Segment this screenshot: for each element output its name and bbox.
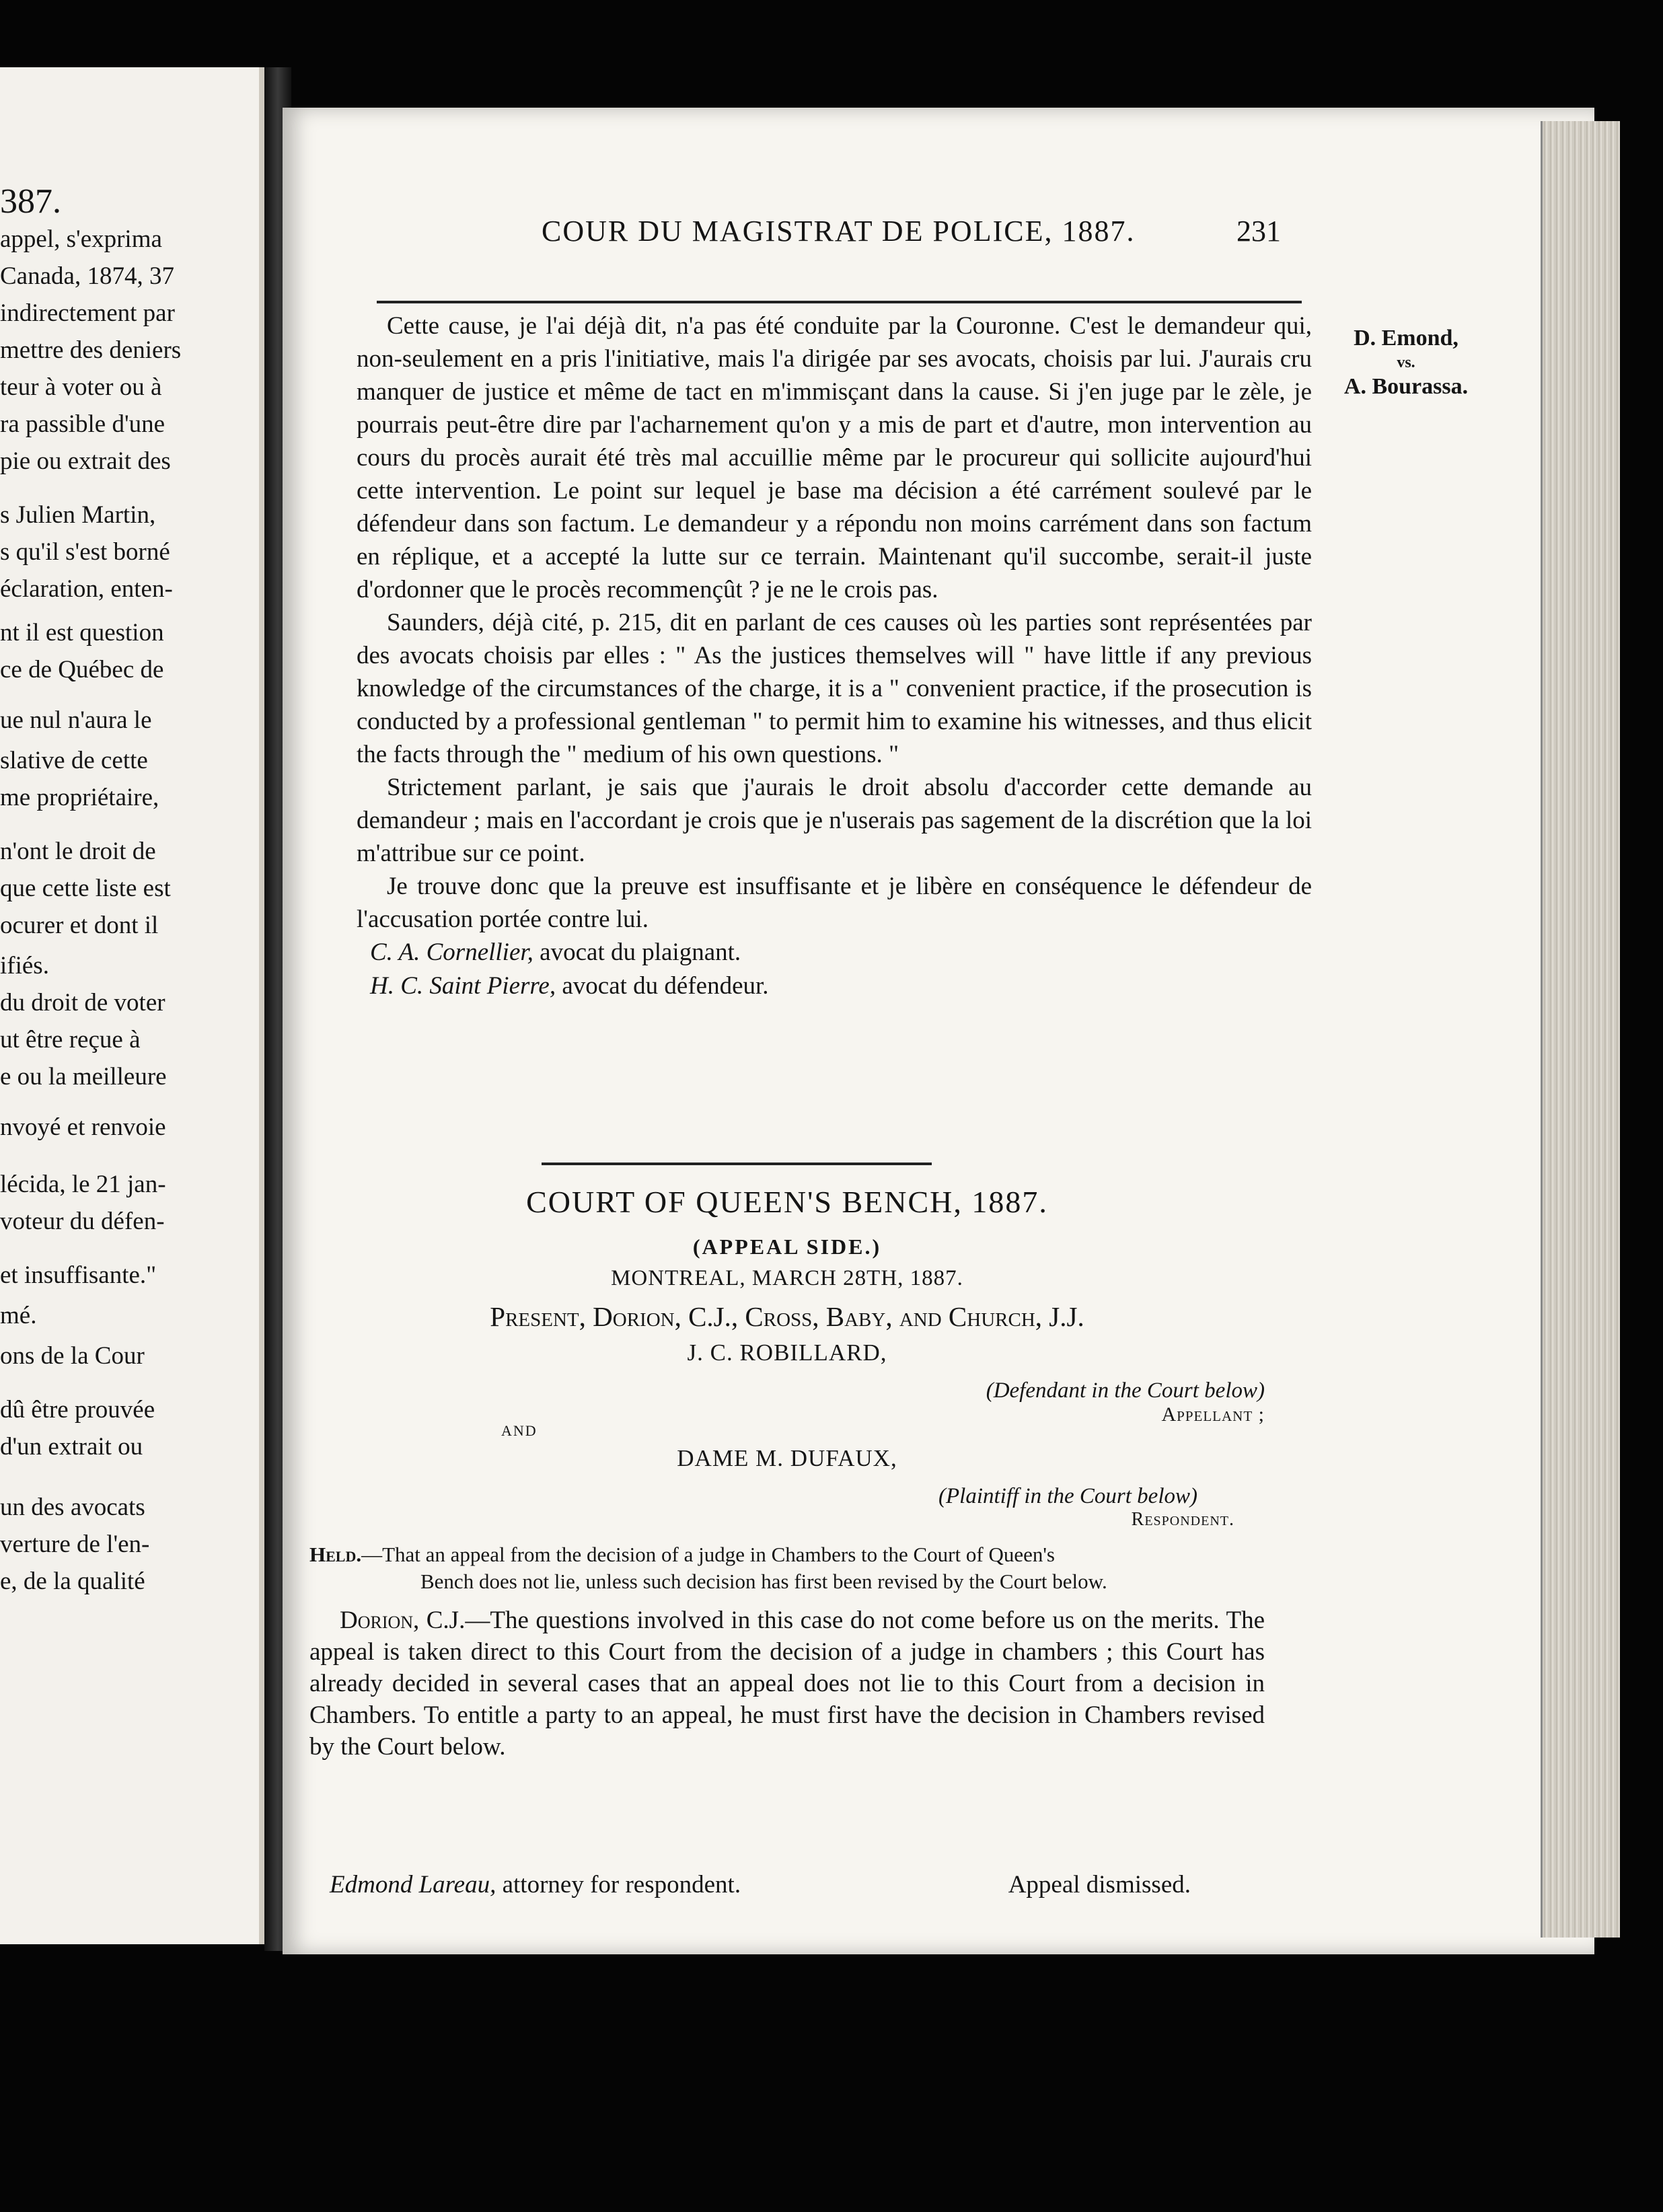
headnote <box>309 1541 1265 1595</box>
counsel-plaintiff-name: C. A. Cornellier, <box>370 938 533 966</box>
left-page-line: un des avocats <box>0 1494 145 1521</box>
judgment-label: Dorion, C.J. <box>340 1607 466 1634</box>
margin-vs: vs. <box>1397 354 1415 371</box>
margin-party-2: A. Bourassa. <box>1343 374 1469 399</box>
case-footer <box>330 1870 1191 1899</box>
margin-note <box>1329 323 1483 402</box>
left-page-line: ifiés. <box>0 952 49 980</box>
left-page-line: ut être reçue à <box>0 1026 141 1054</box>
respondent-role: Respondent. <box>1131 1509 1234 1530</box>
left-page-line: e, de la qualité <box>0 1568 145 1595</box>
attorney-line <box>330 1870 741 1899</box>
left-page-line: n'ont le droit de <box>0 838 156 865</box>
left-page-line: lécida, le 21 jan- <box>0 1171 166 1198</box>
left-page-year: 387. <box>0 182 61 221</box>
left-page-line: éclaration, enten- <box>0 575 173 603</box>
case-report <box>309 1171 1265 1763</box>
counsel-plaintiff <box>357 936 1312 969</box>
left-page-line: mé. <box>0 1302 37 1329</box>
left-page-line: ons de la Cour <box>0 1342 145 1370</box>
left-page-line: appel, s'exprima <box>0 225 162 253</box>
left-page-line: ra passible d'une <box>0 410 165 438</box>
running-head: COUR DU MAGISTRAT DE POLICE, 1887. <box>542 215 1136 248</box>
counsel-defendant-name: H. C. Saint Pierre, <box>370 972 556 1000</box>
header-rule <box>377 301 1302 303</box>
left-page-line: mettre des deniers <box>0 336 182 364</box>
counsel-plaintiff-role: avocat du plaignant. <box>540 938 741 966</box>
margin-party-1: D. Emond, <box>1354 326 1458 351</box>
left-page-line: pie ou extrait des <box>0 447 171 475</box>
present-judges: Present, Dorion, C.J., Cross, Baby, and Church, J.J. <box>490 1301 1084 1332</box>
judgment-body <box>357 309 1312 1003</box>
left-page-line: que cette liste est <box>0 875 171 902</box>
headnote-text-1: —That an appeal from the decision of a judge in Chambers to the Court of Queen's <box>361 1543 1055 1566</box>
respondent-desc-text: (Plaintiff in the Court below) <box>938 1484 1197 1508</box>
left-page-line: ce de Québec de <box>0 656 164 684</box>
headnote-line-2: Bench does not lie, unless such decision has first been revised by the Court below. <box>420 1570 1107 1593</box>
left-page-line: d'un extrait ou <box>0 1433 143 1461</box>
left-page-line: verture de l'en- <box>0 1531 150 1558</box>
page-edges <box>1541 121 1620 1938</box>
paragraph-3: Strictement parlant, je sais que j'aurais le droit absolu d'accorder cette demande au demandeur ; mais en l'accordant je crois que je n'userais pas sagement de la discrétion que la loi m'attribue sur ce point. <box>357 774 1312 867</box>
page-number: 231 <box>1236 215 1281 248</box>
appellant-desc-text: (Defendant in the Court below) <box>986 1378 1265 1403</box>
court-judgment <box>309 1605 1265 1763</box>
appellant-role: Appellant ; <box>1161 1403 1265 1426</box>
left-page-line: e ou la meilleure <box>0 1063 167 1091</box>
left-page-line: ue nul n'aura le <box>0 706 152 734</box>
appellant-name: J. C. ROBILLARD, <box>687 1339 887 1366</box>
section-rule <box>542 1163 932 1165</box>
and-word: AND <box>501 1422 538 1439</box>
disposition: Appeal dismissed. <box>1008 1871 1191 1898</box>
paragraph-2: Saunders, déjà cité, p. 215, dit en parlant de ces causes où les parties sont représentées par des avocats choisis par elles : " As the justices themselves will " have little if any previous knowledge of the circumstances of the charge, it is a " convenient practice, if the prosecution is conducted by a professional gentleman " to permit him to examine his witnesses, and thus elicit the facts through the " medium of his own questions. " <box>357 609 1312 768</box>
left-page-line: indirectement par <box>0 299 175 327</box>
left-page-line: slative de cette <box>0 747 148 774</box>
left-page-line: nt il est question <box>0 619 164 647</box>
paragraph-1: Cette cause, je l'ai déjà dit, n'a pas été conduite par la Couronne. C'est le demandeur qui, non-seulement en a pris l'initiative, mais l'a dirigée par ses avocats, choisis par lui. J'aurais cru manquer de justice et même de tact en m'immisçant dans la cause. Si j'en juge par le zèle, je pourrais peut-être dire par l'acharnement qu'on y a mis de part et d'autre, mon intervention au cours du procès aurait été très mal accuillie même par le procureur qui sollicite aujourd'hui cette intervention. Le point sur lequel je base ma décision a été carrément soulevé par le défendeur dans son factum. Le demandeur y a répondu non moins carrément dans son factum en réplique, et a accepté la lutte sur ce terrain. Maintenant qu'il succombe, serait-il juste d'ordonner que le procès recommençût ? je ne le crois pas. <box>357 312 1312 603</box>
headnote-line-1 <box>309 1541 1265 1568</box>
respondent-name: DAME M. DUFAUX, <box>677 1445 897 1471</box>
left-page-line: s Julien Martin, <box>0 501 156 529</box>
paragraph-4: Je trouve donc que la preuve est insuffisante et je libère en conséquence le défendeur de l'accusation portée contre lui. <box>357 873 1312 933</box>
counsel-defendant <box>357 969 1312 1003</box>
attorney-role: attorney for respondent. <box>502 1871 741 1898</box>
headnote-label: Held. <box>309 1543 362 1566</box>
judgment-text: —The questions involved in this case do not come before us on the merits. The appeal is taken direct to this Court from the decision of a judge in chambers ; this Court has already decided in several cases that an appeal does not lie to this Court from a decision in Chambers. To entitle a party to an appeal, he must first have the decision in Chambers revised by the Court below. <box>309 1607 1265 1761</box>
left-page-line: s qu'il s'est borné <box>0 538 170 566</box>
left-page-line: Canada, 1874, 37 <box>0 262 174 290</box>
attorney-name: Edmond Lareau, <box>330 1871 496 1898</box>
left-page <box>0 67 264 1944</box>
counsel-defendant-role: avocat du défendeur. <box>562 972 769 1000</box>
place-date: MONTREAL, MARCH 28TH, 1887. <box>611 1266 963 1290</box>
left-page-line: teur à voter ou à <box>0 373 162 401</box>
respondent-description <box>309 1484 1265 1509</box>
left-page-line: et insuffisante." <box>0 1261 157 1289</box>
appellant-description <box>309 1378 1265 1403</box>
left-page-line: me propriétaire, <box>0 784 159 811</box>
left-page-line: du droit de voter <box>0 989 165 1017</box>
left-page-line: ocurer et dont il <box>0 912 159 939</box>
court-title: COURT OF QUEEN'S BENCH, 1887. <box>526 1185 1048 1219</box>
left-page-line: voteur du défen- <box>0 1208 165 1235</box>
left-page-line: nvoyé et renvoie <box>0 1113 166 1141</box>
appeal-side: (APPEAL SIDE.) <box>692 1234 882 1259</box>
left-page-line: dû être prouvée <box>0 1396 155 1424</box>
